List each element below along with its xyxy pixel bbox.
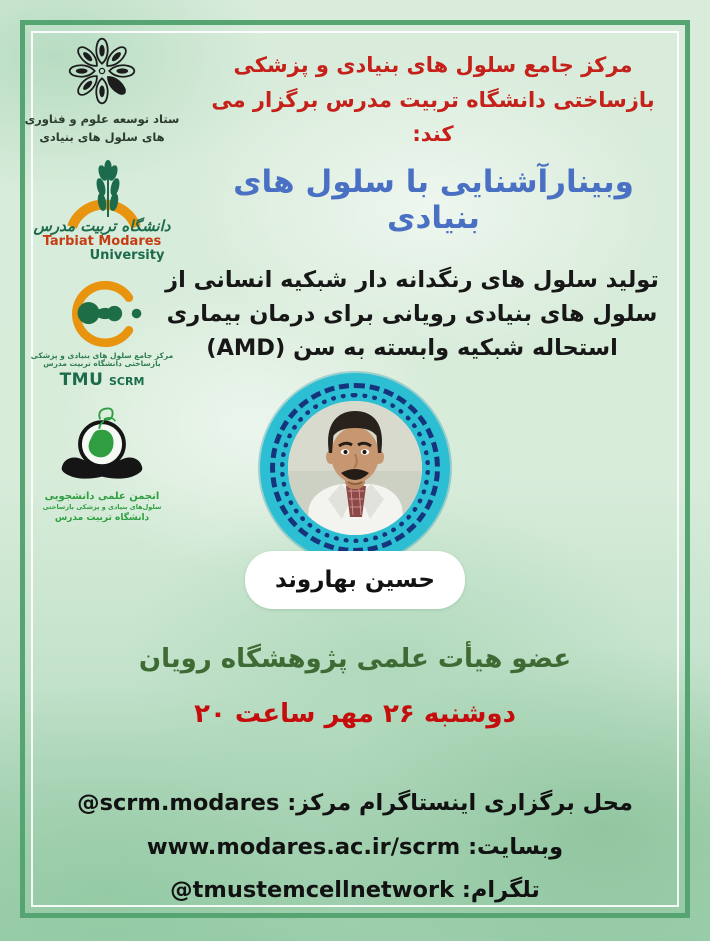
website-line (0, 831, 710, 864)
council-caption-line2: های سلول های بنیادی (39, 129, 165, 144)
webinar-title: وبینارآشنایی با سلول های بنیادی (233, 164, 634, 236)
event-datetime: دوشنبه ۲۶ مهر ساعت ۲۰ (194, 699, 516, 729)
photo-ring-band-outer (270, 383, 440, 553)
speaker-affiliation: عضو هیأت علمی پژوهشگاه رویان (138, 644, 572, 674)
contact-info (0, 787, 710, 918)
student-association-logo (43, 404, 162, 525)
scrm-caption-line2: بازساختی دانشگاه تربیت مدرس (43, 358, 161, 368)
telegram-line (0, 874, 710, 907)
scrm-caption-line1: مرکز جامع سلول های بنیادی و پزشکی (30, 350, 174, 360)
talk-topic: تولید سلول های رنگدانه دار شبکیه انسانی از سلول های بنیادی رویانی برای درمان بیماری استحاله شبکیه وابسته به سن (AMD) (165, 267, 659, 361)
association-caption-line1: انجمن علمی دانشجویی (44, 491, 160, 503)
flower-icon (61, 32, 143, 110)
hands-embryo-icon (54, 404, 150, 490)
association-caption-line3: دانشگاه تربیت مدرس (54, 513, 150, 524)
scrm-acronym-main: TMU (59, 370, 104, 391)
scrm-cells-icon (54, 280, 150, 348)
stem-cell-council-logo (25, 32, 180, 145)
photo-ring-band-inner (280, 393, 430, 543)
tarbiat-modares-university-logo (34, 159, 171, 264)
instagram-line (0, 787, 710, 820)
speaker-photo (288, 401, 422, 535)
tmu-english-name-2: University (89, 248, 165, 264)
instagram-label: محل برگزاری اینستاگرام مرکز: (287, 790, 633, 816)
instagram-handle: @scrm.modares (77, 790, 280, 816)
speaker-portrait-illustration (288, 401, 422, 535)
telegram-handle: @tmustemcellnetwork (170, 877, 455, 904)
speaker-name-badge: حسین بهاروند (245, 551, 465, 609)
website-label: وبسایت: (468, 833, 564, 860)
speaker-photo-ring (260, 373, 450, 563)
tmu-english-name: Tarbiat Modares (42, 234, 162, 250)
website-url: www.modares.ac.ir/scrm (146, 833, 461, 860)
tmu-farsi-name: دانشگاه تربیت مدرس (33, 217, 171, 236)
telegram-label: تلگرام: (461, 877, 540, 904)
council-caption-line1: ستاد توسعه علوم و فناوری (24, 112, 180, 126)
scrm-acronym-sub: SCRM (108, 375, 145, 389)
association-caption-line2: سلول‌های بنیادی و پزشکی بازساختی (42, 503, 162, 512)
organizer-text: مرکز جامع سلول های بنیادی و پزشکی بازساختی دانشگاه تربیت مدرس برگزار می کند: (211, 53, 655, 147)
scrm-acronym (60, 370, 145, 390)
